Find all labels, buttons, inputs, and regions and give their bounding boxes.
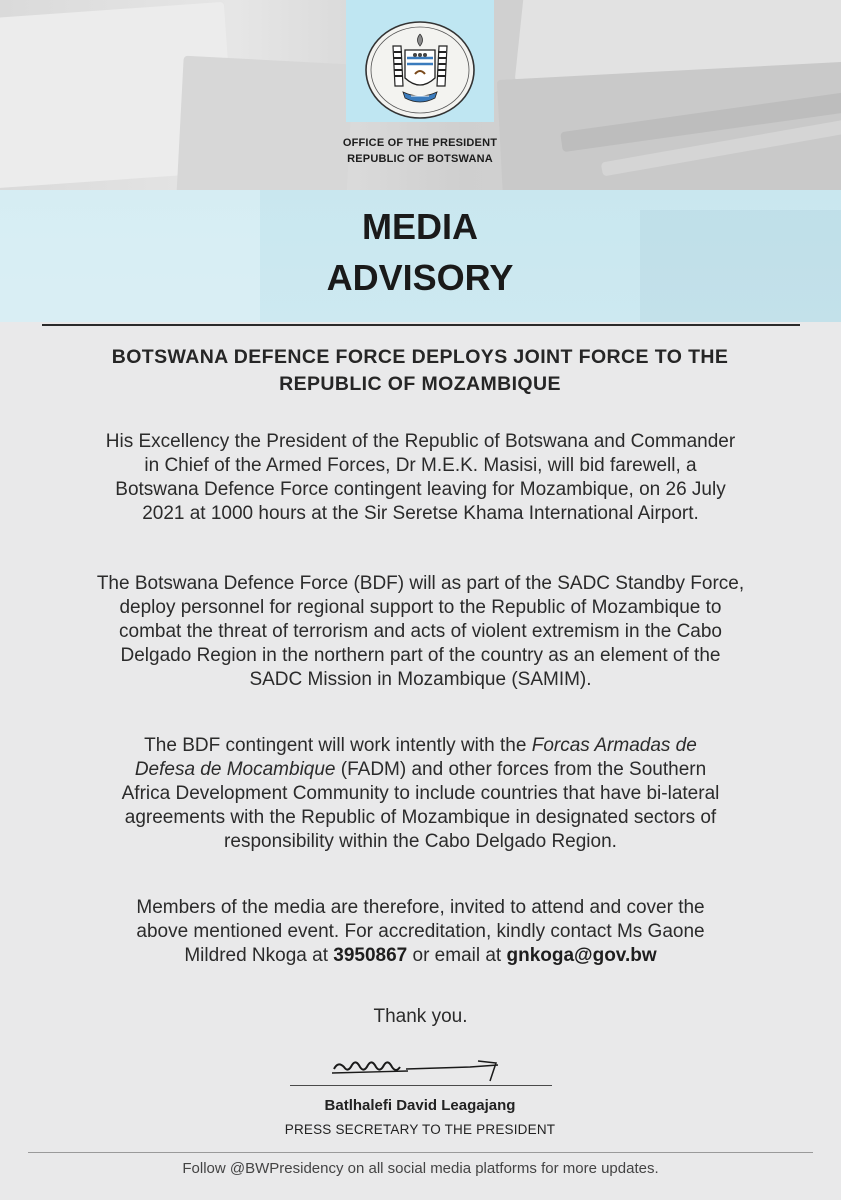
signer-name: Batlhalefi David Leagajang (324, 1097, 516, 1114)
paragraph-line: agreements with the Republic of Mozambique in designated sectors of (124, 807, 717, 828)
paragraph-line (58, 734, 783, 758)
paragraph-line: Africa Development Community to include countries that have bi-lateral (121, 783, 720, 804)
footer-divider (28, 1152, 813, 1153)
paragraph-1 (58, 430, 783, 526)
office-line-2: REPUBLIC OF BOTSWANA (347, 153, 493, 165)
paragraph-line: responsibility within the Cabo Delgado Region. (224, 831, 617, 852)
paragraph-line (58, 944, 783, 968)
paragraph-2 (58, 572, 783, 692)
signer-role: PRESS SECRETARY TO THE PRESIDENT (284, 1122, 556, 1137)
text-run: Mildred Nkoga at (184, 945, 334, 966)
italic-run: Forcas Armadas de (531, 735, 697, 756)
text-run: or email at (407, 945, 507, 966)
signature-image (320, 1045, 520, 1085)
italic-run: Defesa de Mocambique (134, 759, 336, 780)
closing-text: Thank you. (373, 1006, 468, 1027)
text-run: (FADM) and other forces from the Southern (335, 759, 707, 780)
paragraph-line: in Chief of the Armed Forces, Dr M.E.K. Masisi, will bid farewell, a (144, 455, 697, 476)
botswana-coat-of-arms-icon (363, 20, 477, 120)
paragraph-line: deploy personnel for regional support to the Republic of Mozambique to (119, 597, 722, 618)
headline-line-2: REPUBLIC OF MOZAMBIQUE (279, 373, 561, 395)
paragraph-line: The Botswana Defence Force (BDF) will as part of the SADC Standby Force, (96, 573, 745, 594)
text-run: The BDF contingent will work intently with the (144, 735, 532, 756)
paragraph-4 (58, 896, 783, 968)
email-address: gnkoga@gov.bw (506, 945, 657, 966)
paragraph-line: Delgado Region in the northern part of the country as an element of the (120, 645, 721, 666)
paragraph-line: His Excellency the President of the Republic of Botswana and Commander (105, 431, 736, 452)
paragraph-line: above mentioned event. For accreditation, kindly contact Ms Gaone (136, 921, 705, 942)
paragraph-line: combat the threat of terrorism and acts of violent extremism in the Cabo (119, 621, 722, 642)
paragraph-3 (58, 734, 783, 854)
paragraph-line (58, 758, 783, 782)
title-line-1: MEDIA (362, 206, 478, 247)
title-line-2: ADVISORY (326, 257, 514, 298)
footer-note: Follow @BWPresidency on all social media platforms for more updates. (182, 1160, 659, 1177)
phone-number: 3950867 (333, 945, 408, 966)
office-line-1: OFFICE OF THE PRESIDENT (342, 137, 498, 149)
paragraph-line: 2021 at 1000 hours at the Sir Seretse Khama International Airport. (142, 503, 699, 524)
signature-line (290, 1085, 552, 1086)
paragraph-line: SADC Mission in Mozambique (SAMIM). (249, 669, 592, 690)
paragraph-line: Botswana Defence Force contingent leaving for Mozambique, on 26 July (115, 479, 726, 500)
paragraph-line: Members of the media are therefore, invited to attend and cover the (136, 897, 705, 918)
divider (42, 324, 800, 326)
headline-line-1: BOTSWANA DEFENCE FORCE DEPLOYS JOINT FORCE TO THE (111, 346, 729, 368)
